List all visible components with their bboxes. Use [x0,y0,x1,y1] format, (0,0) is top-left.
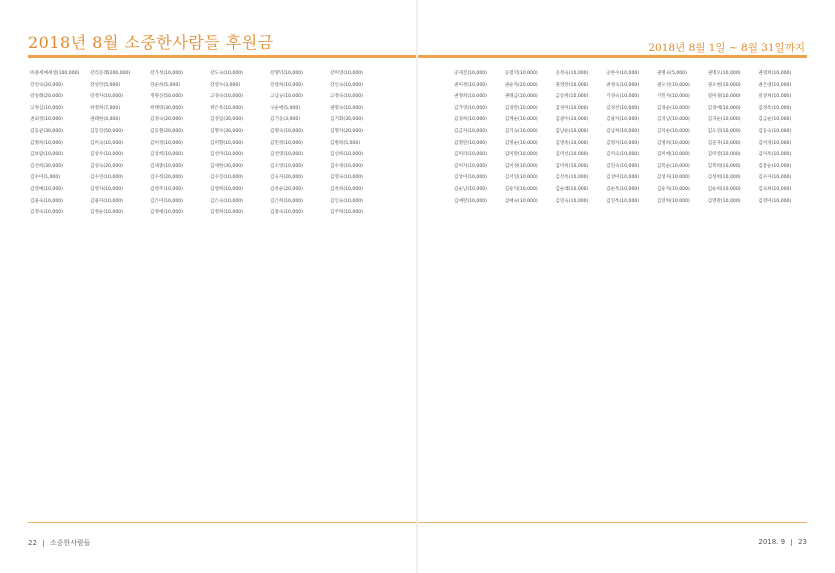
donor-entry: 강정자(10,000) [90,94,123,100]
donor-entry: 김경숙(20,000) [150,117,183,123]
donor-entry: 김숙자(20,000) [270,175,303,181]
donor-entry: 권명숙(10,000) [330,105,363,111]
donor-entry: 강가성(10,000) [150,71,183,76]
donor-entry: 김숙희(10,000) [758,186,792,192]
donor-entry: 김명자(10,000) [606,140,640,146]
donor-entry: 김서연(10,000) [504,175,538,181]
donor-entry: 김영숙(10,000) [330,175,363,181]
donor-entry: 김남희(10,000) [606,128,640,134]
donor-entry: 고정심(10,000) [30,105,63,111]
donor-entry: 김수연(10,000) [90,175,123,181]
donor-entry: 권외정(10,000) [30,117,63,123]
donor-list-left [30,68,390,219]
donor-entry: 강순희(5,000) [150,82,181,88]
donor-entry: 김병희(5,000) [330,140,361,146]
donor-entry: 김도연(10,000) [707,128,741,134]
donor-entry: 권명희(10,000) [758,71,792,76]
donor-entry: 기경숙(10,000) [606,94,640,100]
donor-entry: 공점덕(10,000) [504,71,538,76]
donor-entry: 김명숙(10,000) [270,128,303,134]
donor-entry: 곽정희(7,000) [90,105,121,111]
donor-entry: 김미란(10,000) [504,152,538,158]
donor-entry: 김상희(10,000) [150,152,183,158]
donor-entry: 김선미(10,000) [210,152,243,158]
donor-entry: 강리동례(200,000) [90,71,131,76]
donor-entry: 김민숙(10,000) [606,163,640,169]
donor-entry: 김옥희(10,000) [330,186,363,192]
donor-entry: 권은영(10,000) [758,82,792,88]
donor-entry: 강인숙(10,000) [330,82,363,88]
donor-entry: 김연숙(10,000) [555,198,589,204]
donor-entry: 김영희(10,000) [210,186,243,192]
donor-entry: 김선희(10,000) [330,152,363,158]
donor-entry: 김용숙(10,000) [30,198,63,204]
footer-rule [418,522,807,523]
donor-entry: 김영주(10,000) [150,186,183,192]
donor-entry: 김수경(10,000) [330,163,363,169]
donor-entry: 김명수(30,000) [210,128,243,134]
donor-entry: 김경란(10,000) [504,105,538,111]
donor-entry: 강성민(5,000) [90,82,121,88]
donor-entry: 김연희(10,000) [656,198,690,204]
donor-entry: 김경애(10,000) [707,105,741,111]
donor-entry: 김상수(10,000) [90,152,123,158]
publication-name: 소중한사람들 [49,539,91,547]
left-page [0,0,417,573]
donor-entry: 김계순(10,000) [504,117,538,123]
donor-entry: 김미영(10,000) [707,152,741,158]
donor-entry: 김미선(10,000) [555,152,589,158]
donor-entry: 권명오(10,000) [707,71,741,76]
donor-entry: 기민자(10,000) [656,94,690,100]
donor-entry: 김귀남(10,000) [656,117,690,123]
donor-entry: ㈜중세메세센(100,000) [30,71,80,76]
donor-entry: 김금자(10,000) [454,128,487,134]
donor-entry: 김소영(10,000) [270,163,303,169]
donor-entry: 김문자(10,000) [707,140,741,146]
donor-entry: 김정순(10,000) [90,210,123,216]
donor-entry: 김기동(3,000) [270,117,301,123]
donor-entry: 김순례(10,000) [555,186,589,192]
donor-entry: 권영숙(10,000) [606,82,640,88]
page-number: 22 [28,539,37,547]
issue-date: 2018. 9 [758,538,786,546]
donor-entry: 김명자(20,000) [330,128,363,134]
donor-entry: 강일례(20,000) [30,94,63,100]
donor-entry: 김성희(10,000) [707,175,741,181]
title-rule [418,55,807,58]
donor-entry: 강미영(10,000) [330,71,363,76]
donor-entry: 김주희(10,000) [330,210,363,216]
donor-entry: 김영미(10,000) [758,198,792,204]
donor-entry: 공세진(10,000) [454,71,487,76]
donor-entry: 김세종(10,000) [150,163,183,169]
donor-entry: 김정희(10,000) [210,210,243,216]
donor-entry: 김남순(10,000) [555,128,589,134]
donor-entry: 김미정(10,000) [150,140,183,146]
donor-entry: 김선영(10,000) [270,152,303,158]
donor-entry: 김명순(10,000) [504,140,538,146]
donor-entry: 김명란(10,000) [454,140,487,146]
donor-entry: 김복순(10,000) [656,163,690,169]
page-title: 2018년 8월 소중한사람들 후원금 [28,33,274,52]
donor-entry: 김민정(10,000) [270,140,303,146]
right-page [418,0,835,573]
donor-entry: 김경임(30,000) [210,117,243,123]
donor-entry: 김성자(10,000) [656,175,690,181]
donor-entry: 김미애(10,000) [656,152,690,158]
donor-entry: 김미라(10,000) [454,152,487,158]
donor-entry: 김미희(10,000) [555,163,589,169]
donor-entry: 김영자(10,000) [90,186,123,192]
donor-entry: 고남규(10,000) [270,94,303,100]
donor-entry: 김선옥(10,000) [555,175,589,181]
donor-entry: 권정희(10,000) [454,94,487,100]
donor-entry: 권명숙(5,000) [656,71,687,76]
donor-entry: 김가영(10,000) [454,105,487,111]
donor-entry: 김종숙(10,000) [270,210,303,216]
footer-divider [791,539,792,546]
donor-list-right [454,68,809,207]
donor-entry: 김복희(10,000) [707,163,741,169]
donor-entry: 권오현(10,000) [707,82,741,88]
donor-entry: 김명희(10,000) [30,140,63,146]
donor-entry: 김은숙(10,000) [210,198,243,204]
donor-entry: 김동숙(10,000) [758,128,792,134]
donor-entry: 곽은옥(10,000) [210,105,243,111]
donor-entry: 김상미(10,000) [454,175,487,181]
donor-entry: 강영희(10,000) [270,82,303,88]
donor-entry: 김미숙(10,000) [606,152,640,158]
donor-entry: 김연옥(10,000) [606,198,640,204]
donor-entry: 권순자(20,000) [504,82,538,88]
donor-entry: 김기숙(10,000) [504,128,538,134]
donor-entry: 김경미(10,000) [555,105,589,111]
donor-entry: 길상희(10,000) [758,94,792,100]
donor-entry: 권태금(10,000) [504,94,538,100]
donor-entry: 공한수(10,000) [606,71,640,76]
donor-entry: 권영란(10,000) [555,82,589,88]
left-footer [28,538,91,548]
donor-entry: 김선희(30,000) [30,163,63,169]
donor-entry: 김광자(10,000) [606,117,640,123]
donor-entry: 김미숙(10,000) [90,140,123,146]
footer-divider [43,540,44,547]
donor-entry: 김애숙(10,000) [504,198,538,204]
donor-entry: 김수미(1,000) [30,175,61,181]
donor-entry: 김경옥(10,000) [758,105,792,111]
donor-entry: 김동균(30,000) [30,128,63,134]
donor-entry: 김영란(10,000) [707,198,741,204]
donor-entry: 김금순(10,000) [758,117,792,123]
donor-entry: 김수정(20,000) [150,175,183,181]
donor-entry: 권오선(10,000) [656,82,690,88]
donor-entry: 고정숙(10,000) [330,94,363,100]
donor-entry: 김정애(10,000) [150,210,183,216]
donor-entry: 김수진(10,000) [210,175,243,181]
donor-entry: 김정숙(10,000) [30,210,63,216]
donor-entry: 김미향(10,000) [210,140,243,146]
donor-entry: 김옥순(20,000) [270,186,303,192]
donor-entry: 김미옥(10,000) [758,152,792,158]
page-number: 23 [798,538,807,546]
donor-entry: 금동희(10,000) [555,94,589,100]
donor-entry: 김동철(20,000) [150,128,183,134]
donor-entry: 김동진(50,000) [90,128,123,134]
donor-entry: 김세현(30,000) [210,163,243,169]
donor-entry: 김순자(10,000) [656,186,690,192]
donor-entry: 강선숙(20,000) [30,82,63,88]
donor-entry: 김경순(10,000) [656,105,690,111]
donor-entry: 강도숙(10,000) [210,71,243,76]
donor-entry: 김애란(10,000) [454,198,487,204]
donor-entry: 김순옥(10,000) [606,186,640,192]
donor-entry: 곽태영(30,000) [150,105,183,111]
footer-rule [28,522,417,523]
date-range: 2018년 8월 1일 ~ 8월 31일까지 [648,42,805,54]
donor-entry: 김순덕(10,000) [504,186,538,192]
donor-entry: 김은미(10,000) [150,198,183,204]
donor-entry: 길미경(10,000) [707,94,741,100]
donor-entry: 김순희(10,000) [707,186,741,192]
donor-entry: 권미정(10,000) [454,82,487,88]
donor-entry: 김순남(10,000) [454,186,487,192]
donor-entry: 김명희(10,000) [656,140,690,146]
donor-entry: 김덕순(10,000) [656,128,690,134]
donor-entry: 김기화(30,000) [330,117,363,123]
donor-entry: 강명덕(10,000) [270,71,303,76]
donor-entry: 김경선(10,000) [606,105,640,111]
donor-entry: 김영애(10,000) [30,186,63,192]
donor-entry: 김보람(10,000) [30,152,63,158]
donor-entry: 김미경(10,000) [758,140,792,146]
donor-entry: 김인숙(10,000) [330,198,363,204]
donor-entry: 김용자(10,000) [90,198,123,204]
donor-entry: 고경숙(10,000) [210,94,243,100]
donor-entry: 공정숙(10,000) [555,71,589,76]
donor-entry: 구순애(5,000) [270,105,301,111]
donor-entry: 김봉순(10,000) [758,163,792,169]
donor-entry: 권태현(4,000) [90,117,121,123]
donor-entry: 김경희(10,000) [454,117,487,123]
donor-entry: 김미정(10,000) [504,163,538,169]
donor-entry: 김성숙(20,000) [90,163,123,169]
donor-entry: 김미자(10,000) [454,163,487,169]
donor-entry: 김성미(10,000) [606,175,640,181]
donor-entry: 김명옥(10,000) [555,140,589,146]
donor-entry: 김광수(10,000) [555,117,589,123]
donor-entry: 개명신(50,000) [150,94,183,100]
donor-entry: 김수자(10,000) [758,175,792,181]
donor-entry: 김은희(10,000) [270,198,303,204]
donor-entry: 강영수(3,000) [210,82,241,88]
right-footer [758,538,807,546]
donor-entry: 김귀순(10,000) [707,117,741,123]
title-rule [28,55,417,58]
